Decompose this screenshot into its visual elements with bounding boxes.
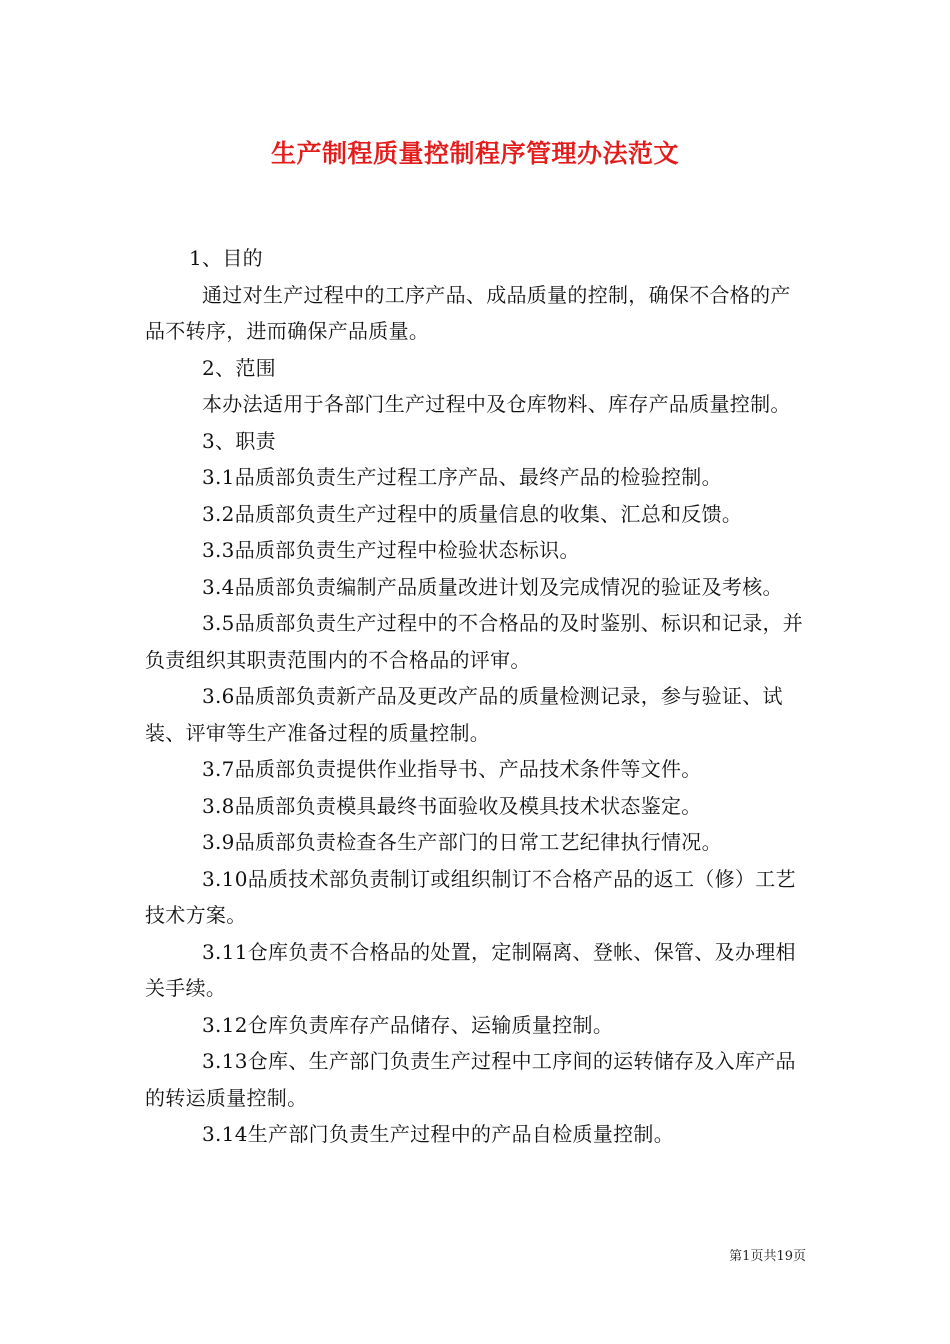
section-heading-purpose: 1、目的 (189, 246, 263, 270)
responsibility-item: 3.14生产部门负责生产过程中的产品自检质量控制。 (202, 1122, 675, 1146)
paragraph-scope: 本办法适用于各部门生产过程中及仓库物料、库存产品质量控制。 (202, 392, 791, 416)
responsibility-item: 3.1品质部负责生产过程工序产品、最终产品的检验控制。 (202, 465, 722, 489)
responsibility-item: 3.7品质部负责提供作业指导书、产品技术条件等文件。 (202, 757, 702, 781)
responsibility-item: 3.4品质部负责编制产品质量改进计划及完成情况的验证及考核。 (202, 574, 783, 599)
responsibility-item: 3.9品质部负责检查各生产部门的日常工艺纪律执行情况。 (202, 830, 722, 854)
responsibility-item: 3.12仓库负责库存产品储存、运输质量控制。 (202, 1012, 614, 1037)
responsibility-item: 3.3品质部负责生产过程中检验状态标识。 (202, 538, 580, 562)
paragraph-purpose: 通过对生产过程中的工序产品、成品质量的控制，确保不合格的产品不转序，进而确保产品质量。 (145, 282, 791, 343)
responsibility-item: 3.2品质部负责生产过程中的质量信息的收集、汇总和反馈。 (202, 501, 743, 526)
section-heading-scope: 2、范围 (202, 355, 276, 380)
page-number: 第1页共19页 (729, 1249, 806, 1264)
responsibility-item: 3.5品质部负责生产过程中的不合格品的及时鉴别、标识和记录，并负责组织其职责范围内的不合格品的评审。 (145, 611, 804, 672)
section-heading-responsibilities: 3、职责 (202, 428, 276, 453)
document-body (145, 240, 807, 1153)
responsibility-item: 3.11仓库负责不合格品的处置，定制隔离、登帐、保管、及办理相关手续。 (145, 939, 796, 1000)
responsibility-item: 3.8品质部负责模具最终书面验收及模具技术状态鉴定。 (202, 793, 702, 818)
responsibility-item: 3.10品质技术部负责制订或组织制订不合格产品的返工（修）工艺技术方案。 (145, 866, 796, 927)
document-title: 生产制程质量控制程序管理办法范文 (270, 139, 679, 168)
responsibility-item: 3.6品质部负责新产品及更改产品的质量检测记录，参与验证、试装、评审等生产准备过程的质量控制。 (145, 684, 783, 745)
responsibility-item: 3.13仓库、生产部门负责生产过程中工序间的运转储存及入库产品的转运质量控制。 (145, 1049, 796, 1110)
